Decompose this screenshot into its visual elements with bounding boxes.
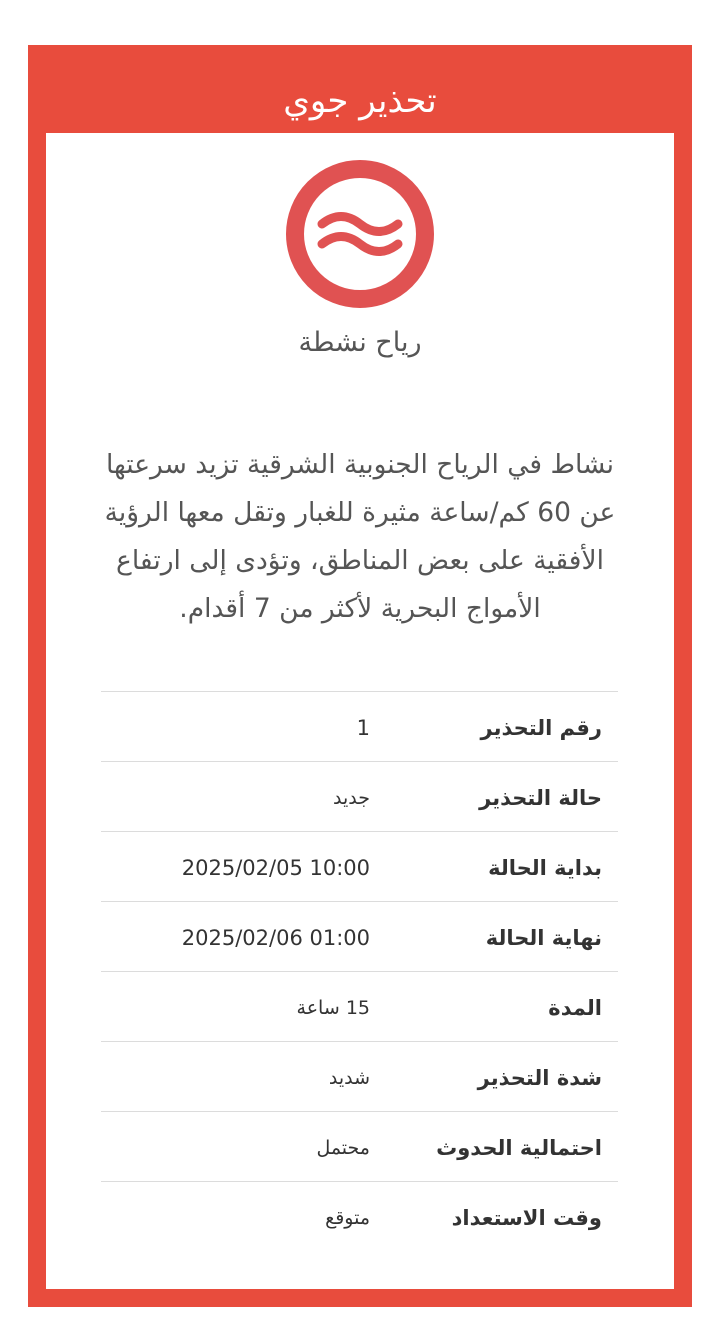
detail-row-warning-status	[101, 761, 618, 831]
detail-row-duration	[101, 971, 618, 1041]
detail-label: شدة التحذير	[477, 1066, 602, 1090]
detail-row-end-time	[101, 901, 618, 971]
detail-value: 2025/02/05 10:00	[181, 856, 370, 880]
alert-type: رياح نشطة	[298, 327, 422, 358]
details-table	[101, 691, 618, 1251]
detail-row-warning-number	[101, 691, 618, 761]
alert-card	[28, 45, 692, 1307]
card-title: تحذير جوي	[283, 81, 437, 121]
detail-value: 15 ساعة	[296, 997, 370, 1019]
detail-label: وقت الاستعداد	[451, 1206, 602, 1230]
detail-row-severity	[101, 1041, 618, 1111]
detail-label: بداية الحالة	[488, 856, 602, 880]
detail-row-probability	[101, 1111, 618, 1181]
detail-value: 1	[356, 716, 370, 740]
alert-description: نشاط في الرياح الجنوبية الشرقية تزيد سرعتها عن 60 كم/ساعة مثيرة للغبار وتقل معها الرؤية الأفقية على بعض المناطق، وتؤدى إلى ارتفاع الأمواج البحرية لأكثر من 7 أقدام.	[104, 449, 616, 624]
detail-label: حالة التحذير	[479, 786, 602, 810]
detail-row-preparedness-time	[101, 1181, 618, 1251]
detail-label: المدة	[548, 996, 602, 1020]
detail-value: جديد	[333, 787, 370, 809]
detail-label: احتمالية الحدوث	[436, 1136, 602, 1160]
detail-value: شديد	[328, 1067, 370, 1089]
detail-row-start-time	[101, 831, 618, 901]
wind-icon	[285, 159, 435, 309]
detail-value: محتمل	[316, 1137, 370, 1159]
detail-label: رقم التحذير	[480, 716, 602, 740]
detail-value: متوقع	[325, 1207, 370, 1229]
alert-content	[46, 133, 674, 1289]
detail-label: نهاية الحالة	[485, 926, 602, 950]
detail-value: 2025/02/06 01:00	[181, 926, 370, 950]
